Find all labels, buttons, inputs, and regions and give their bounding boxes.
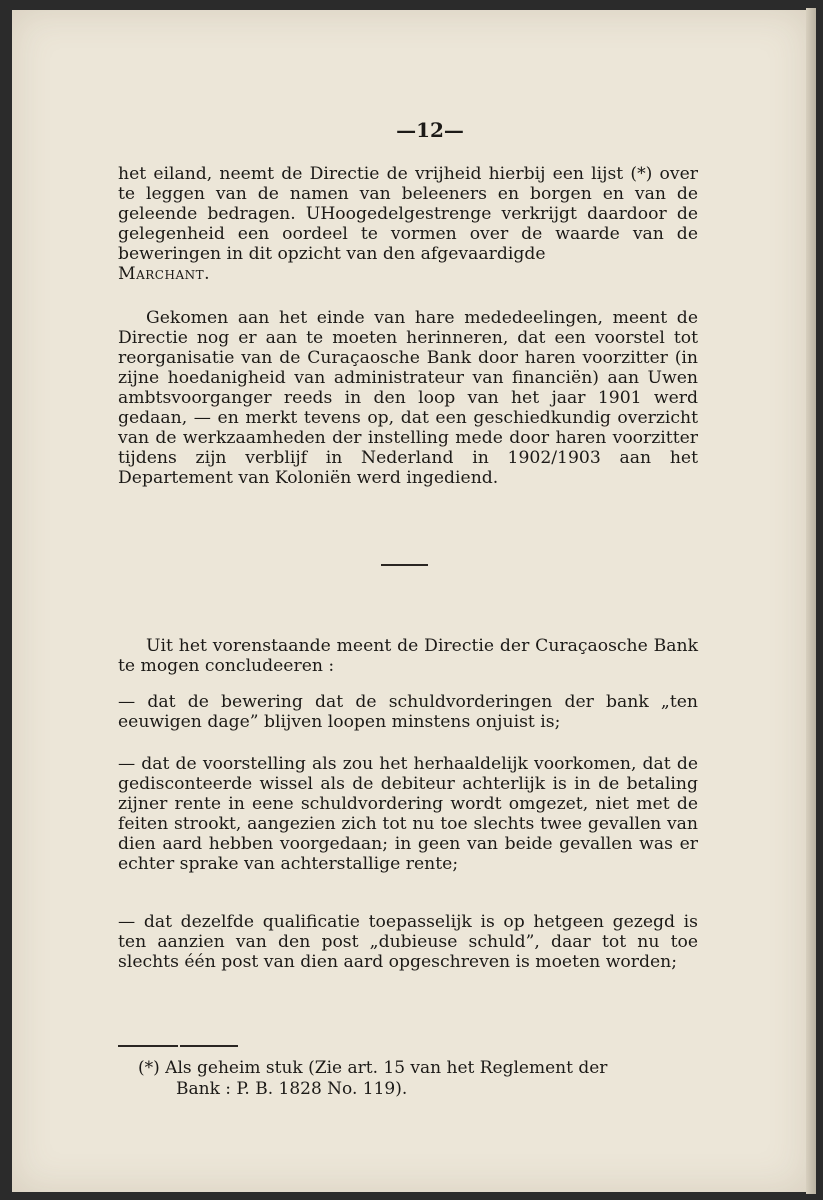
paragraph-6-text: — dat dezelfde qualificatie toepasselijk is op hetgeen gezegd is ten aanzien van den post „dubieuse schuld”, daar tot nu toe slechts één post van dien aard opgeschreven is moeten worden; <box>118 912 698 972</box>
footnote-line-2: Bank : P. B. 1828 No. 119). <box>176 1079 408 1099</box>
page-edge <box>806 8 816 1194</box>
paragraph-4-text: — dat de bewering dat de schuldvorderingen der bank „ten eeuwigen dage” blijven loopen minstens onjuist is; <box>118 692 698 732</box>
footnote-rule-right <box>180 1045 238 1047</box>
paragraph-1-text: het eiland, neemt de Directie de vrijheid hierbij een lijst (*) over te leggen van de namen van beleeners en borgen en van de geleende bedragen. UHoogedelgestrenge verkrijgt daardoor de gelegenheid een oordeel te vormen over de waarde van de beweringen in dit opzicht van den afgevaardigde <box>118 164 698 264</box>
paragraph-1 <box>118 164 698 284</box>
paragraph-2-text: Gekomen aan het einde van hare mededeelingen, meent de Directie nog er aan te moeten herinneren, dat een voorstel tot reorganisatie van de Curaçaosche Bank door haren voorzitter (in zijne hoedanigheid van administrateur van financiën) aan Uwen ambtsvoorganger reeds in den loop van het jaar 1901 werd gedaan, — en merkt tevens op, dat een geschiedkundig overzicht van de werkzaamheden der instelling mede door haren voorzitter tijdens zijn verblijf in Nederland in 1902/1903 aan het Departement van Koloniën werd ingediend. <box>118 308 698 488</box>
paragraph-5 <box>118 754 698 874</box>
paragraph-5-text: — dat de voorstelling als zou het herhaaldelijk voorkomen, dat de gedisconteerde wissel als de debiteur achterlijk is in de betaling zijner rente in eene schuldvordering wordt omgezet, niet met de feiten strookt, aangezien zich tot nu toe slechts twee gevallen van dien aard hebben voorgedaan; in geen van beide gevallen was er echter sprake van achterstallige rente; <box>118 754 698 874</box>
paragraph-3-text: Uit het vorenstaande meent de Directie der Curaçaosche Bank te mogen concludeeren : <box>118 636 698 676</box>
paragraph-2 <box>118 308 698 488</box>
paragraph-6 <box>118 912 698 972</box>
section-divider <box>381 564 428 566</box>
footnote-line-1: (*) Als geheim stuk (Zie art. 15 van het Reglement der <box>138 1058 608 1078</box>
author-name: Marchant. <box>118 264 211 284</box>
paragraph-3 <box>118 636 698 676</box>
footnote <box>138 1058 698 1100</box>
footnote-rule-left <box>118 1045 178 1047</box>
page-number: —12— <box>396 118 464 142</box>
paragraph-4 <box>118 692 698 732</box>
